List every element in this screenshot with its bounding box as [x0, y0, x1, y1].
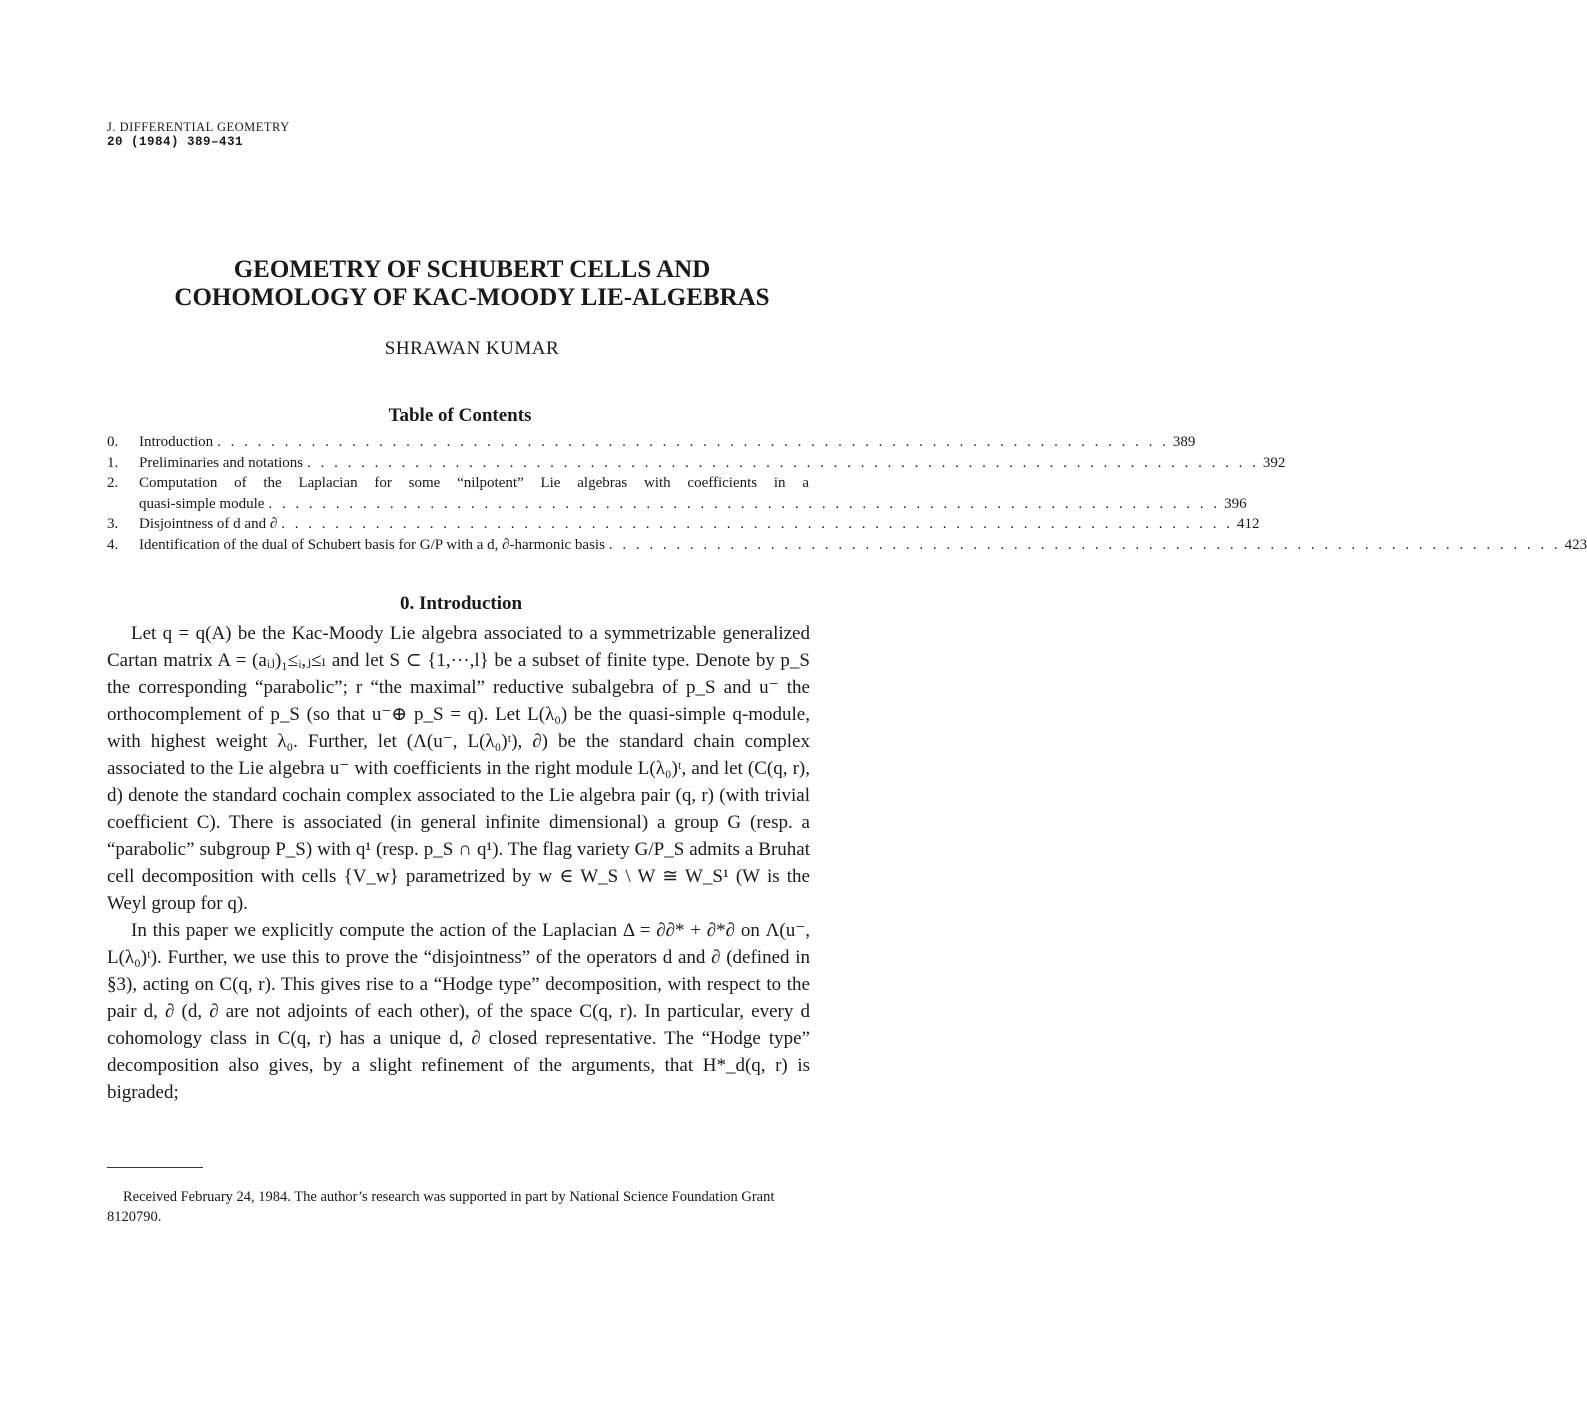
toc-entry-page: 396 [1224, 495, 1247, 512]
toc-leader: . . . . . . . . . . . . . . . . . . . . . . . . . . . . . . . . . . . . . . . . . . . . . . . . . . . . . . . . . . . . . . . . . . . . . . . [307, 454, 1259, 471]
section-body [107, 620, 810, 1106]
toc-entry-page: 412 [1237, 516, 1260, 532]
journal-volume: 20 (1984) 389–431 [107, 135, 244, 149]
toc-leader: . . . . . . . . . . . . . . . . . . . . . . . . . . . . . . . . . . . . . . . . . . . . . . . . . . . . . . . . . . . . . . . . . . . . . . . [268, 495, 1221, 512]
toc-heading: Table of Contents [388, 405, 532, 426]
toc-leader: . . . . . . . . . . . . . . . . . . . . . . . . . . . . . . . . . . . . . . . . . . . . . . . . . . . . . . . . . . . . . . . . . . . . . . . [281, 516, 1233, 532]
section-heading: 0. Introduction [399, 593, 523, 614]
author-name: SHRAWAN KUMAR [384, 338, 560, 359]
toc-entry-text: Introduction [139, 434, 214, 450]
journal-header [107, 120, 290, 150]
toc-entry-text: Identification of the dual of Schubert basis for G/P with a d, ∂-harmonic basis [139, 536, 605, 553]
toc-entry-text: Disjointness of d and ∂ [139, 516, 278, 532]
toc-entry-number: 1. [107, 454, 119, 471]
toc-entry [107, 432, 1196, 453]
title-line-2: COHOMOLOGY OF KAC-MOODY LIE-ALGEBRAS [174, 284, 770, 311]
footnote: Received February 24, 1984. The author’s research was supported in part by National Science Foundation Grant 8120790. [107, 1189, 775, 1225]
toc-entry [107, 514, 1260, 535]
toc-entry [107, 453, 1286, 474]
toc-entry-page: 423 [1564, 536, 1587, 553]
table-of-contents [107, 432, 1587, 555]
toc-entry-text: Computation of the Laplacian for some “nilpotent” Lie algebras with coefficients in a [139, 475, 809, 491]
title-line-1: GEOMETRY OF SCHUBERT CELLS AND [233, 256, 711, 283]
toc-entry-page: 389 [1172, 434, 1196, 450]
paper-title [0, 256, 944, 312]
body-paragraph: Let q = q(A) be the Kac-Moody Lie algebra associated to a symmetrizable generalized Cartan matrix A = (aᵢⱼ)₁≤ᵢ,ⱼ≤ₗ and let S ⊂ {1,···,l} be a subset of finite type. Denote by p_S the corresponding “parabolic”; r “the maximal” reductive subalgebra of p_S and u⁻ the orthocomplement of p_S (so that u⁻⊕ p_S = q). Let L(λ₀) be the quasi-simple q-module, with highest weight λ₀. Further, let (Λ(u⁻, L(λ₀)ᵗ), ∂) be the standard chain complex associated to the Lie algebra u⁻ with coefficients in the right module L(λ₀)ᵗ, and let (C(q, r), d) denote the standard cochain complex associated to the Lie algebra pair (q, r) (with trivial coefficient C). There is associated (in general infinite dimensional) a group G (resp. a “parabolic” subgroup P_S) with q¹ (resp. p_S ∩ q¹). The flag variety G/P_S admits a Bruhat cell decomposition with cells {V_w} parametrized by w ∈ W_S \ W ≅ W_S¹ (W is the Weyl group for q). [107, 623, 810, 914]
toc-entry-text: quasi-simple module [139, 495, 265, 512]
toc-leader: . . . . . . . . . . . . . . . . . . . . . . . . . . . . . . . . . . . . . . . . . . . . . . . . . . . . . . . . . . . . . . . . . . . . . . . [608, 536, 1561, 553]
toc-entry-number: 0. [107, 434, 119, 450]
toc-entry-continuation [107, 494, 1247, 515]
toc-entry [107, 473, 809, 494]
toc-entry [107, 535, 1587, 556]
toc-entry-number: 3. [107, 516, 119, 532]
toc-leader: . . . . . . . . . . . . . . . . . . . . . . . . . . . . . . . . . . . . . . . . . . . . . . . . . . . . . . . . . . . . . . . . . . . . . . . [217, 434, 1169, 450]
toc-entry-page: 392 [1262, 454, 1286, 471]
toc-entry-number: 2. [107, 475, 119, 491]
journal-name: J. DIFFERENTIAL GEOMETRY [107, 120, 290, 134]
body-paragraph: In this paper we explicitly compute the action of the Laplacian Δ = ∂∂* + ∂*∂ on Λ(u⁻, L(λ₀)ᵗ). Further, we use this to prove the “disjointness” of the operators d and ∂ (defined in §3), acting on C(q, r). This gives rise to a “Hodge type” decomposition, with respect to the pair d, ∂ (d, ∂ are not adjoints of each other), of the space C(q, r). In particular, every d cohomology class in C(q, r) has a unique d, ∂ closed representative. The “Hodge type” decomposition also gives, by a slight refinement of the arguments, that H*_d(q, r) is bigraded; [107, 920, 810, 1103]
footnote-divider [107, 1167, 203, 1168]
toc-entry-text: Preliminaries and notations [139, 454, 304, 471]
toc-entry-number: 4. [107, 536, 119, 553]
